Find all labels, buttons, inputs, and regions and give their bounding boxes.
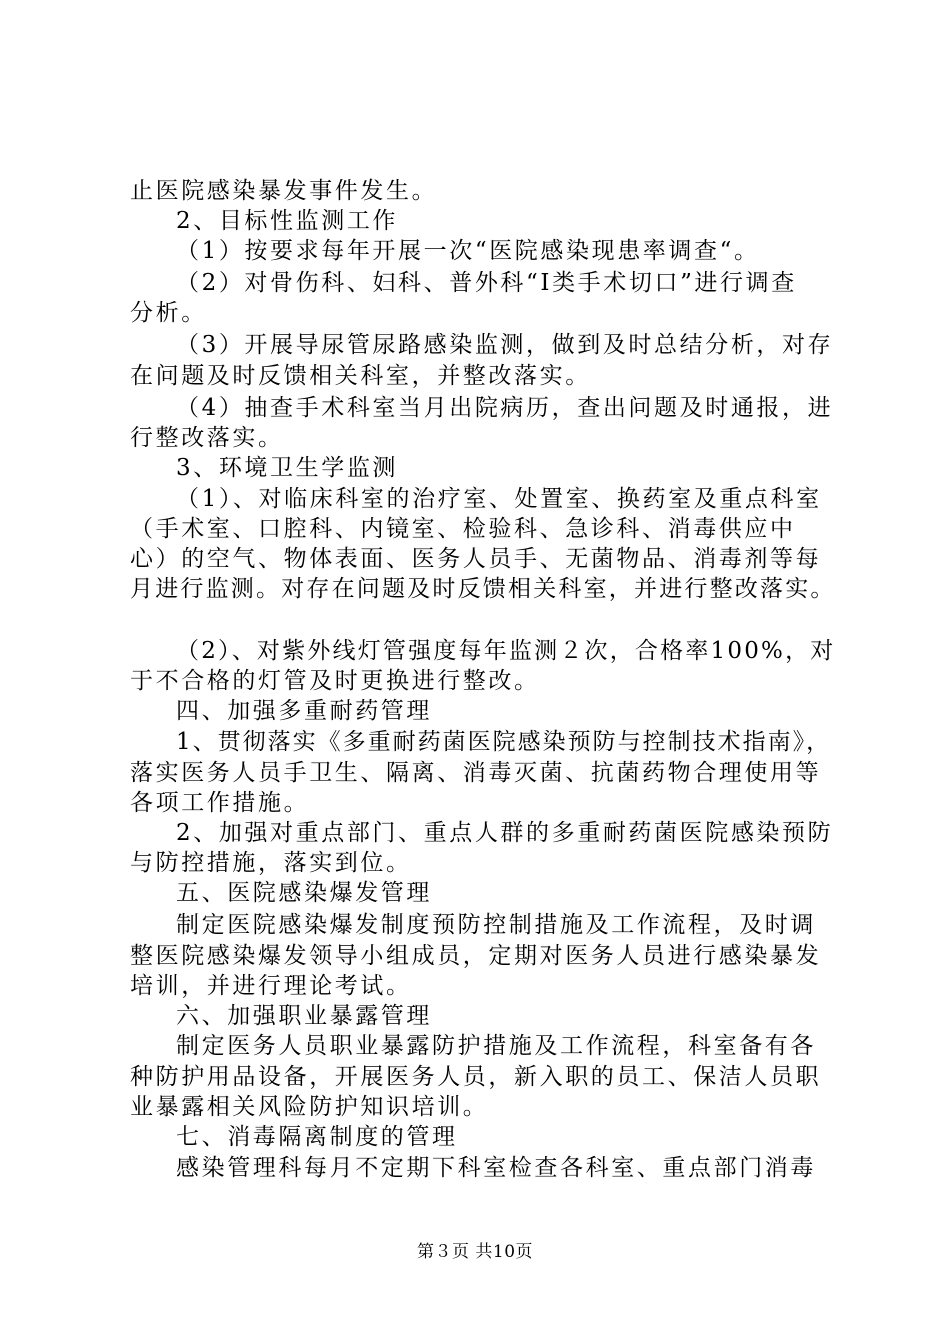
- text-line: 止医院感染暴发事件发生。: [130, 178, 438, 204]
- text-line: 于不合格的灯管及时更换进行整改。: [130, 668, 540, 694]
- section-heading: 四、加强多重耐药管理: [176, 698, 432, 724]
- text-line: 与防控措施，落实到位。: [130, 850, 412, 876]
- text-line: 行整改落实。: [130, 425, 284, 451]
- text-line: 各项工作措施。: [130, 790, 310, 816]
- text-line: （2）对骨伤科、妇科、普外科“Ⅰ类手术切口”进行调查: [176, 270, 797, 296]
- section-heading: 五、医院感染爆发管理: [176, 880, 432, 906]
- text-line: 整医院感染爆发领导小组成员，定期对医务人员进行感染暴发: [130, 943, 822, 969]
- text-line: （2）、对紫外线灯管强度每年监测２次，合格率100%，对: [176, 638, 836, 664]
- section-heading: 2、目标性监测工作: [176, 208, 399, 234]
- text-line: 分析。: [130, 300, 207, 326]
- text-line: 培训，并进行理论考试。: [130, 973, 412, 999]
- text-line: 月进行监测。对存在问题及时反馈相关科室，并进行整改落实。: [130, 576, 836, 602]
- text-line: 2、加强对重点部门、重点人群的多重耐药菌医院感染预防: [176, 820, 834, 846]
- text-line: （3）开展导尿管尿路感染监测，做到及时总结分析，对存: [176, 332, 834, 358]
- text-line: （1）、对临床科室的治疗室、处置室、换药室及重点科室: [176, 486, 822, 512]
- text-line: 在问题及时反馈相关科室，并整改落实。: [130, 363, 591, 389]
- text-line: 1、贯彻落实《多重耐药菌医院感染预防与控制技术指南》，: [176, 729, 832, 755]
- section-heading: 3、环境卫生学监测: [176, 455, 399, 481]
- page-footer: 第３页 共10页: [416, 1242, 534, 1262]
- text-line: 感染管理科每月不定期下科室检查各科室、重点部门消毒: [176, 1155, 816, 1181]
- text-line: 业暴露相关风险防护知识培训。: [130, 1094, 489, 1120]
- text-line: 制定医院感染爆发制度预防控制措施及工作流程，及时调: [176, 912, 816, 938]
- section-heading: 七、消毒隔离制度的管理: [176, 1124, 458, 1150]
- text-line: 制定医务人员职业暴露防护措施及工作流程，科室备有各: [176, 1033, 816, 1059]
- text-line: （手术室、口腔科、内镜室、检验科、急诊科、消毒供应中: [130, 516, 796, 542]
- text-line: （4）抽查手术科室当月出院病历，查出问题及时通报，进: [176, 395, 834, 421]
- text-line: 种防护用品设备，开展医务人员，新入职的员工、保洁人员职: [130, 1064, 822, 1090]
- text-line: 落实医务人员手卫生、隔离、消毒灭菌、抗菌药物合理使用等: [130, 760, 822, 786]
- section-heading: 六、加强职业暴露管理: [176, 1003, 432, 1029]
- text-line: 心）的空气、物体表面、医务人员手、无菌物品、消毒剂等每: [130, 546, 822, 572]
- text-line: （1）按要求每年开展一次“医院感染现患率调查“。: [176, 238, 760, 264]
